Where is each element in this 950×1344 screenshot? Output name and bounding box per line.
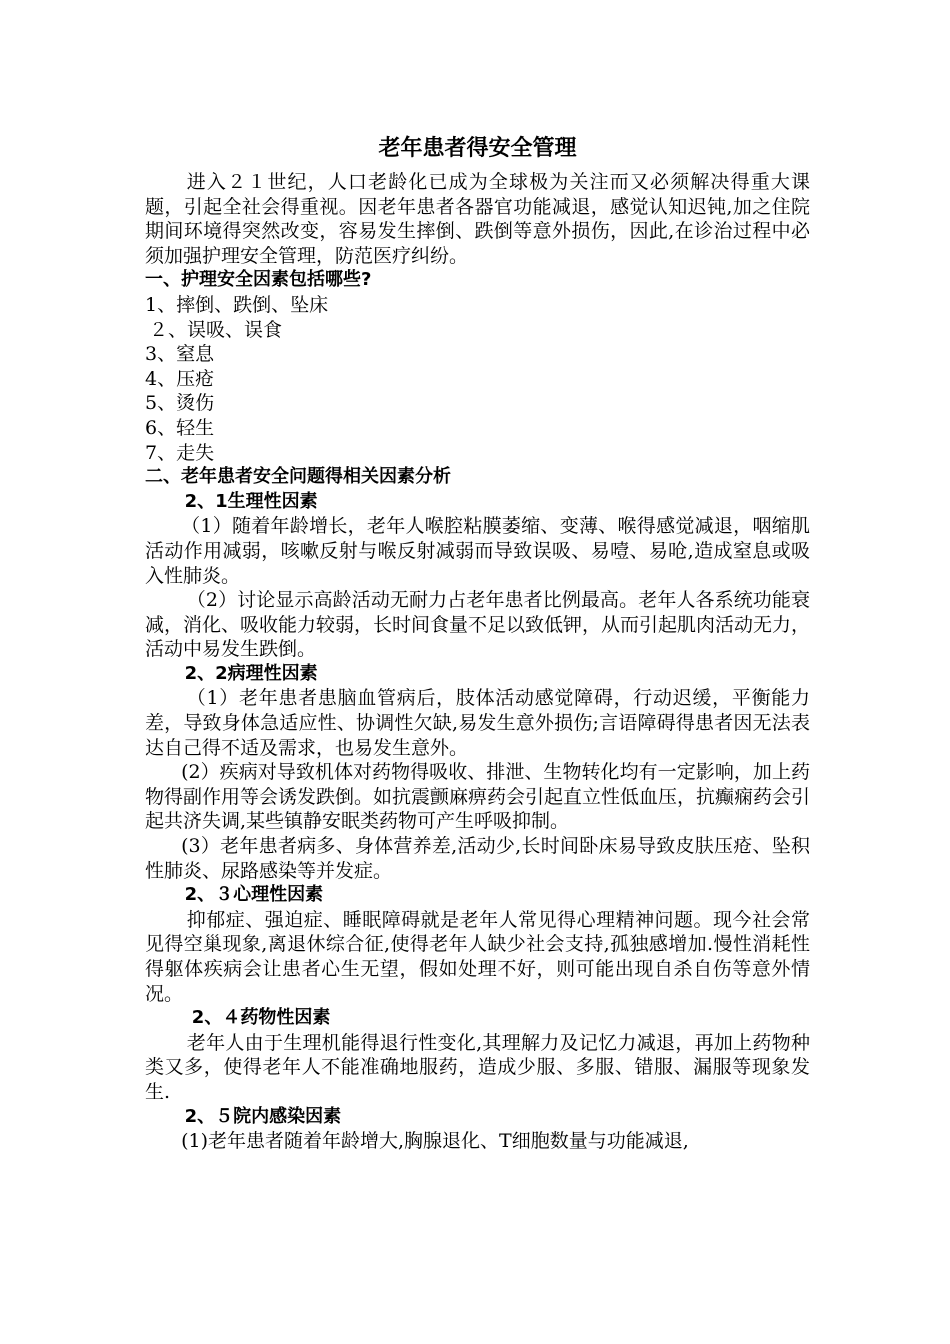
document-page (145, 134, 810, 1154)
list-item: 3、窒息 (145, 343, 215, 366)
subsection-heading-physiological: 2、1生理性因素 (184, 490, 318, 512)
subsection-heading-drug: 2、４药物性因素 (191, 1007, 331, 1029)
list-item: 5、烫伤 (145, 392, 215, 415)
list-item: 6、轻生 (145, 416, 215, 439)
paragraph: （1）老年患者患脑血管病后，肢体活动感觉障碍，行动迟缓，平衡能力差，导致身体急适应性、协调性欠缺,易发生意外损伤;言语障碍得患者因无法表达自己得不适及需求，也易发生意外。 (145, 687, 810, 759)
subsection-heading-pathological: 2、2病理性因素 (184, 662, 318, 684)
document-title: 老年患者得安全管理 (378, 136, 577, 161)
paragraph: （2）讨论显示高龄活动无耐力占老年患者比例最高。老年人各系统功能衰减，消化、吸收能力较弱，长时间食量不足以致低钾，从而引起肌肉活动无力，活动中易发生跌倒。 (145, 589, 811, 661)
paragraph: 抑郁症、强迫症、睡眠障碍就是老年人常见得心理精神问题。现今社会常见得空巢现象,离退休综合征,使得老年人缺少社会支持,孤独感增加.慢性消耗性得躯体疾病会让患者心生无望，假如处理不好，则可能出现自杀自伤等意外情况。 (145, 908, 810, 1005)
paragraph: (1)老年患者随着年龄增大,胸腺退化、T细胞数量与功能减退, (181, 1130, 689, 1153)
list-item: 7、走失 (145, 441, 215, 464)
section-1-heading: 一、护理安全因素包括哪些? (145, 269, 372, 291)
subsection-heading-infection: 2、５院内感染因素 (184, 1105, 342, 1127)
paragraph: (3）老年患者病多、身体营养差,活动少,长时间卧床易导致皮肤压疮、坠积性肺炎、尿路感染等并发症。 (145, 835, 810, 882)
section-2-heading: 二、老年患者安全问题得相关因素分析 (145, 466, 451, 488)
paragraph: (2）疾病对导致机体对药物得吸收、排泄、生物转化均有一定影响，加上药物得副作用等会诱发跌倒。如抗震颤麻痹药会引起直立性低血压，抗癫痫药会引起共济失调,某些镇静安眠类药物可产生呼吸抑制。 (145, 761, 811, 833)
paragraph: （1）随着年龄增长，老年人喉腔粘膜萎缩、变薄、喉得感觉减退，咽缩肌活动作用减弱，咳嗽反射与喉反射减弱而导致误吸、易噎、易呛,造成窒息或吸入性肺炎。 (145, 515, 810, 587)
list-item: 4、压疮 (145, 367, 215, 390)
paragraph: 老年人由于生理机能得退行性变化,其理解力及记忆力减退，再加上药物种类又多，使得老年人不能准确地服药，造成少服、多服、错服、漏服等现象发生. (145, 1031, 810, 1103)
list-item: ２、误吸、误食 (149, 318, 283, 341)
list-item: 1、摔倒、跌倒、坠床 (145, 293, 329, 316)
intro-paragraph: 进入２１世纪，人口老龄化已成为全球极为关注而又必须解决得重大课题，引起全社会得重视。因老年患者各器官功能减退，感觉认知迟钝,加之住院期间环境得突然改变，容易发生摔倒、跌倒等意外损伤，因此,在诊治过程中必须加强护理安全管理，防范医疗纠纷。 (145, 171, 810, 267)
subsection-heading-psychological: 2、３心理性因素 (184, 884, 324, 906)
